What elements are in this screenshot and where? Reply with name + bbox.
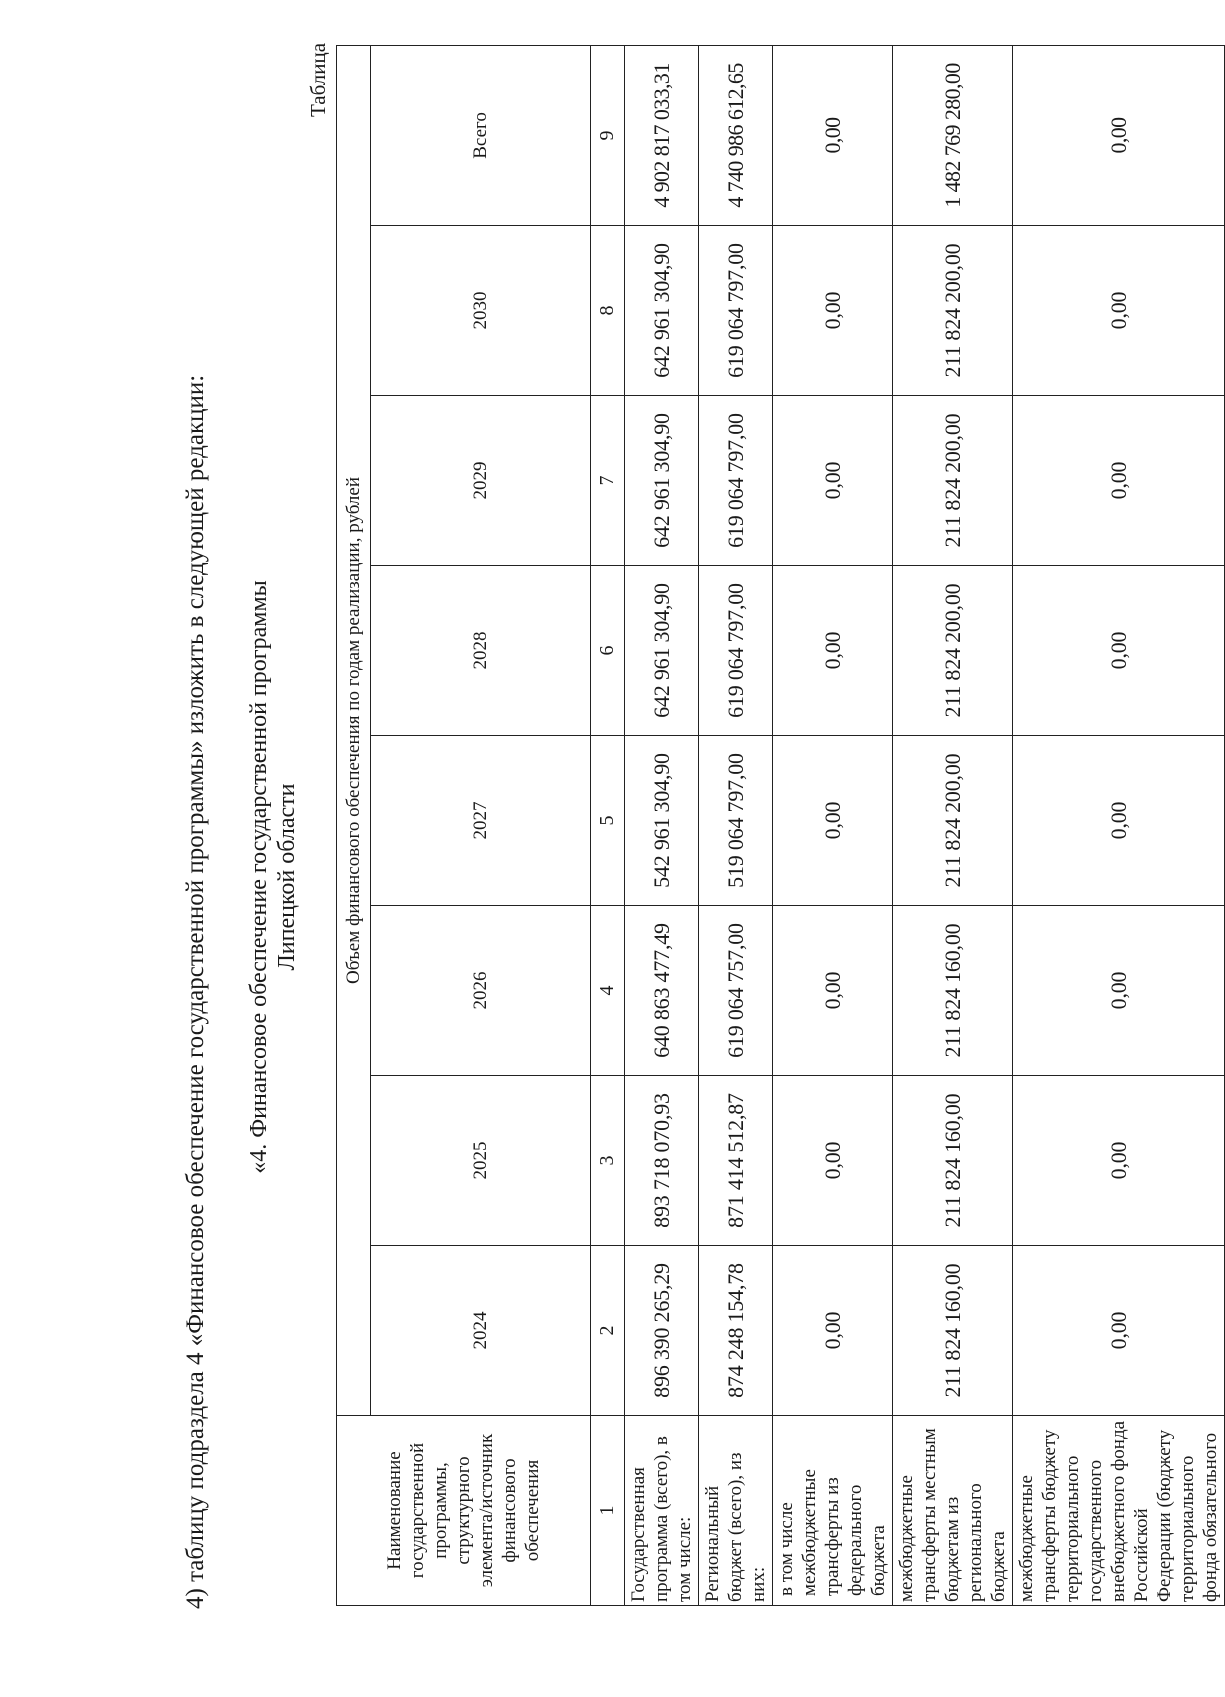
column-number: 3 [591,1076,625,1246]
row-value: 0,00 [773,226,893,396]
row-value: 619 064 757,00 [699,906,773,1076]
row-value: 211 824 200,00 [893,396,1013,566]
row-value: 0,00 [1013,566,1225,736]
column-number: 5 [591,736,625,906]
row-value: 619 064 797,00 [699,566,773,736]
row-value: 0,00 [1013,1246,1225,1416]
row-value: 0,00 [773,736,893,906]
row-total: 1 482 769 280,00 [893,45,1013,225]
row-value: 519 064 797,00 [699,736,773,906]
row-value: 0,00 [773,566,893,736]
row-value: 640 863 477,49 [625,906,699,1076]
table-row [773,45,893,1605]
row-value: 0,00 [773,1246,893,1416]
column-number: 6 [591,566,625,736]
row-name-cell [773,1416,893,1606]
row-value: 0,00 [1013,226,1225,396]
table-row [625,45,699,1605]
row-value: 0,00 [773,396,893,566]
header-year: 2024 [371,1246,591,1416]
header-year: 2029 [371,396,591,566]
header-year: 2030 [371,226,591,396]
header-year: 2025 [371,1076,591,1246]
column-number: 7 [591,396,625,566]
row-name: межбюджетные трансферты бюджету территориального государственного внебюджетного фонда Российской Федерации (бюджету территориального фонда обязательного [1013,1416,1225,1606]
column-number: 9 [591,45,625,225]
row-value: 542 961 304,90 [625,736,699,906]
row-value: 642 961 304,90 [625,396,699,566]
column-number: 8 [591,226,625,396]
row-value: 211 824 200,00 [893,566,1013,736]
row-total: 4 902 817 033,31 [625,45,699,225]
row-name: Региональный бюджет (всего), из них: [699,1416,773,1606]
row-value: 0,00 [773,906,893,1076]
header-group: Объем финансового обеспечения по годам реализации, рублей [337,45,371,1415]
table-row [1013,45,1225,1605]
row-value: 0,00 [773,1076,893,1246]
row-value: 871 414 512,87 [699,1076,773,1246]
row-value: 0,00 [1013,396,1225,566]
row-value: 619 064 797,00 [699,226,773,396]
row-value: 211 824 200,00 [893,736,1013,906]
table-row [699,45,773,1605]
column-number: 2 [591,1246,625,1416]
table-label: Таблица [306,42,330,117]
row-value: 0,00 [1013,906,1225,1076]
row-value: 211 824 160,00 [893,906,1013,1076]
row-value: 619 064 797,00 [699,396,773,566]
header-year: 2026 [371,906,591,1076]
row-total: 0,00 [1013,45,1225,225]
row-value: 642 961 304,90 [625,226,699,396]
section-title: «4. Финансовое обеспечение государственной программы [246,580,272,1174]
row-name: Государственная программа (всего), в том числе: [625,1416,699,1606]
row-total: 4 740 986 612,65 [699,45,773,225]
intro-text: 4) таблицу подраздела 4 «Финансовое обеспечение государственной программы» изложить в следующей редакции: [182,374,209,1609]
row-name: межбюджетные трансферты местным бюджетам из регионального бюджета [893,1416,1013,1606]
row-value: 211 824 160,00 [893,1076,1013,1246]
row-value: 211 824 200,00 [893,226,1013,396]
column-number: 1 [591,1416,625,1606]
row-value: 893 718 070,93 [625,1076,699,1246]
header-total: Всего [371,45,591,225]
header-name: Наименование государственной программы, структурного элемента/источник финансового обеспечения [337,1416,591,1606]
header-year: 2027 [371,736,591,906]
column-number: 4 [591,906,625,1076]
section-title-line2: Липецкой области [274,783,300,971]
header-year: 2028 [371,566,591,736]
financing-table [336,45,1225,1606]
row-value: 0,00 [1013,1076,1225,1246]
row-total: 0,00 [773,45,893,225]
row-name: в том числе межбюджетные трансферты из федерального бюджета [776,1469,889,1596]
row-value: 0,00 [1013,736,1225,906]
row-value: 896 390 265,29 [625,1246,699,1416]
row-value: 642 961 304,90 [625,566,699,736]
table-row [893,45,1013,1605]
row-value: 211 824 160,00 [893,1246,1013,1416]
row-value: 874 248 154,78 [699,1246,773,1416]
